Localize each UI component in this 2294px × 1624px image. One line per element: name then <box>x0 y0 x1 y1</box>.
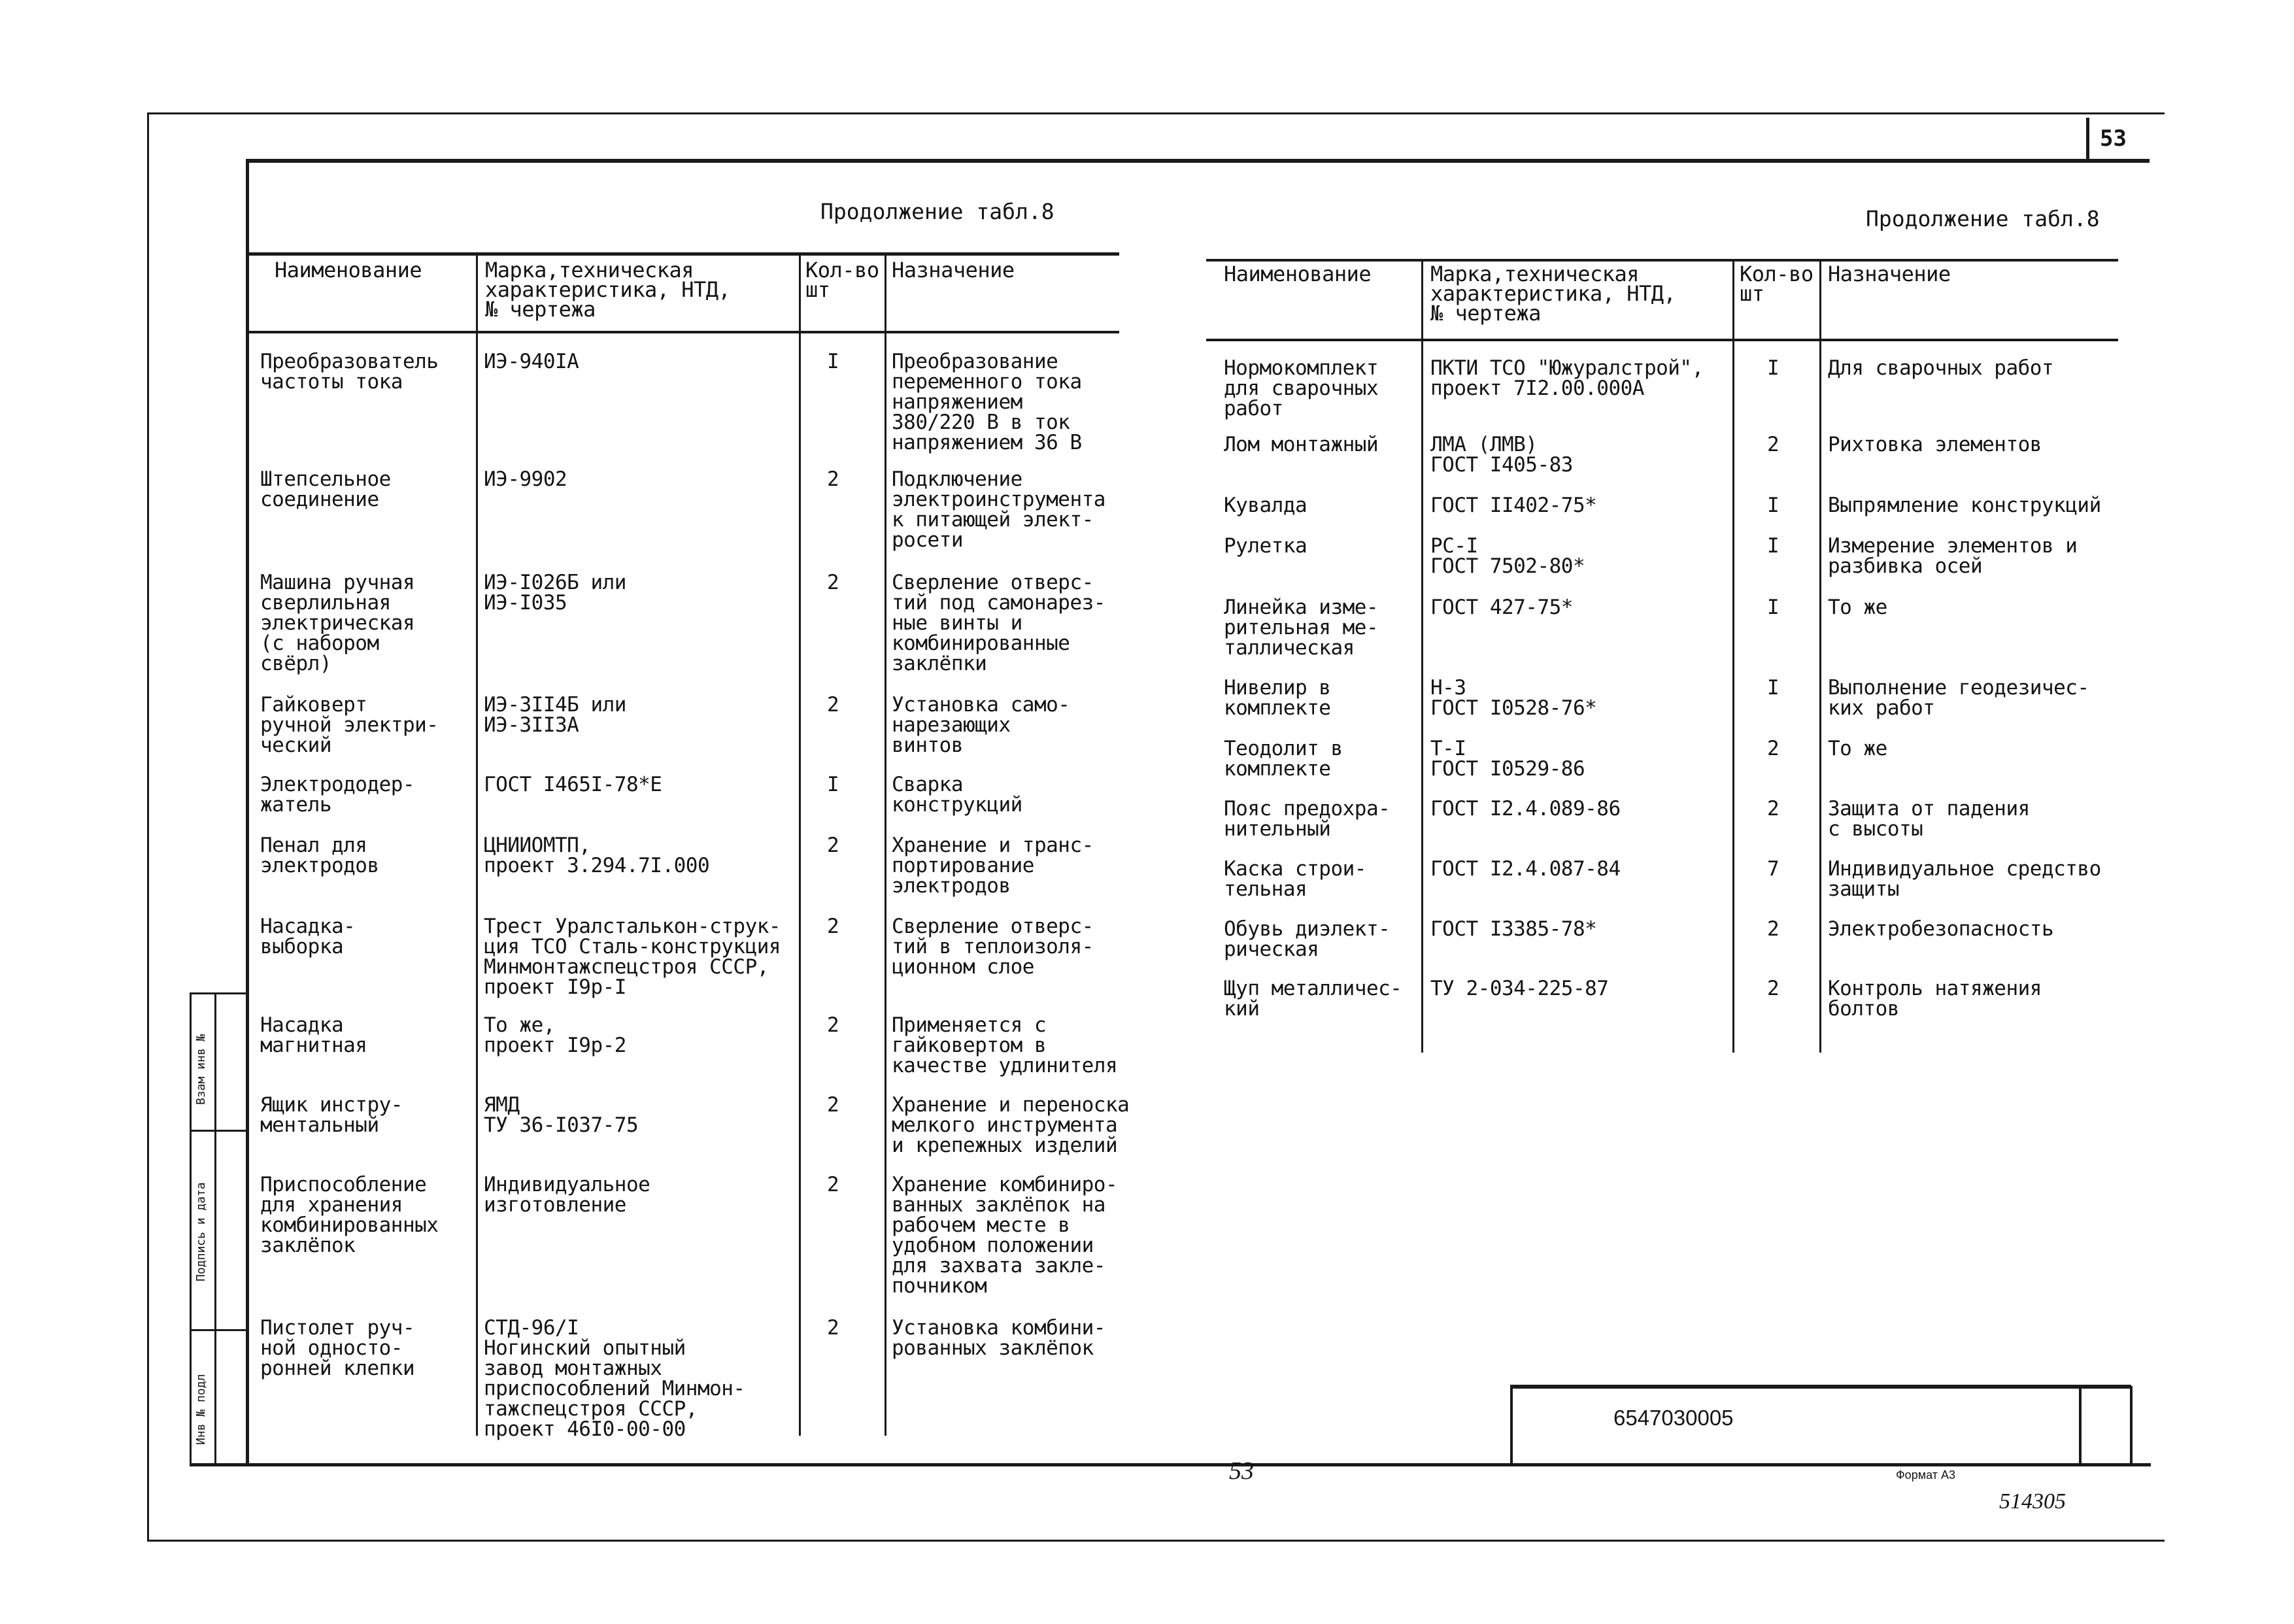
right-row-11-name: Щуп металличес- кий <box>1224 977 1402 1021</box>
left-header-purpose: Назначение <box>892 258 1015 282</box>
left-row-10-purpose: Хранение комбиниро- ванных заклёпок на рабочем месте в удобном положении для захвата закле- почником <box>892 1173 1118 1298</box>
right-row-6-mark: Н-3 ГОСТ I0528-76* <box>1430 676 1597 720</box>
left-row-10-qty: 2 <box>827 1173 839 1196</box>
bottom-page-number: 53 <box>1229 1457 1254 1485</box>
right-row-2-purpose: Рихтовка элементов <box>1828 433 2042 456</box>
right-row-3-qty: I <box>1767 494 1780 517</box>
left-row-2-name: Штепсельное соединение <box>260 467 391 511</box>
left-header-top <box>246 252 1119 256</box>
right-row-11-qty: 2 <box>1767 977 1780 1000</box>
left-row-7-purpose: Сверление отверс- тий в теплоизоля- ционном слое <box>892 915 1094 979</box>
right-header-purpose: Назначение <box>1828 262 1951 286</box>
page-number: 53 <box>2100 126 2127 152</box>
right-row-5-purpose: То же <box>1828 596 1887 619</box>
stamp-replaced-inv: Взам инв № <box>194 1034 208 1105</box>
left-row-5-mark: ГОСТ I465I-78*Е <box>484 773 662 796</box>
left-row-4-mark: ИЭ-3II4Б или ИЭ-3II3А <box>484 693 626 737</box>
right-row-8-name: Пояс предохра- нительный <box>1224 797 1391 841</box>
left-table-caption: Продолжение табл.8 <box>820 199 1054 224</box>
left-row-6-name: Пенал для электродов <box>260 834 379 877</box>
left-row-7-name: Насадка- выборка <box>260 915 356 958</box>
left-row-3-qty: 2 <box>827 571 839 594</box>
left-row-2-purpose: Подключение электроинструмента к питающей элект- росети <box>892 467 1105 552</box>
right-row-9-purpose: Индивидуальное средство защиты <box>1828 857 2101 901</box>
handwritten-note: 514305 <box>1999 1489 2066 1514</box>
left-row-3-mark: ИЭ-I026Б или ИЭ-I035 <box>484 571 626 615</box>
right-row-1-name: Нормокомплект для сварочных работ <box>1224 356 1379 420</box>
left-row-4-qty: 2 <box>827 693 839 717</box>
right-row-3-name: Кувалда <box>1224 494 1307 517</box>
right-row-5-name: Линейка изме- рительная ме- таллическая <box>1224 596 1379 660</box>
right-table-caption: Продолжение табл.8 <box>1866 206 2100 231</box>
right-row-9-name: Каска строи- тельная <box>1224 857 1366 901</box>
left-row-11-mark: СТД-96/I Ногинский опытный завод монтажных приспособлений Минмон- тажспецстроя СССР, проект 46I0-00-00 <box>484 1316 745 1441</box>
right-row-8-mark: ГОСТ I2.4.089-86 <box>1430 797 1621 820</box>
left-row-7-mark: Трест Уралсталькон-струк- ция ТСО Сталь-конструкция Минмонтажспецстроя СССР, проект I9р-I <box>484 915 781 999</box>
left-row-10-name: Приспособление для хранения комбинированных заклёпок <box>260 1173 439 1257</box>
left-row-5-purpose: Сварка конструкций <box>892 773 1022 817</box>
side-stamp-sep-1 <box>190 992 247 994</box>
right-header-bottom <box>1206 339 2118 341</box>
right-row-7-mark: Т-I ГОСТ I0529-86 <box>1430 737 1585 781</box>
left-row-6-qty: 2 <box>827 834 839 857</box>
right-row-9-mark: ГОСТ I2.4.087-84 <box>1430 857 1621 881</box>
left-row-6-mark: ЦНИИОМТП, проект 3.294.7I.000 <box>484 834 710 877</box>
left-row-5-name: Электрододер- жатель <box>260 773 415 817</box>
outer-frame-top <box>147 112 2165 114</box>
left-row-11-purpose: Установка комбини- рованных заклёпок <box>892 1316 1105 1360</box>
right-header-qty: Кол-во шт <box>1740 262 1813 306</box>
right-col-sep-0 <box>1421 260 1423 1053</box>
right-row-5-qty: I <box>1767 596 1780 619</box>
right-row-3-mark: ГОСТ II402-75* <box>1430 494 1597 517</box>
left-row-1-qty: I <box>827 350 839 373</box>
right-row-5-mark: ГОСТ 427-75* <box>1430 596 1573 619</box>
inner-frame-bottom <box>190 1463 2151 1466</box>
stamp-signature-date: Подпись и дата <box>194 1182 208 1281</box>
title-block-sheet-sep <box>2079 1385 2082 1464</box>
right-row-6-purpose: Выполнение геодезичес- ких работ <box>1828 676 2089 720</box>
left-row-10-mark: Индивидуальное изготовление <box>484 1173 650 1217</box>
right-row-10-mark: ГОСТ I3385-78* <box>1430 917 1597 941</box>
left-col-sep-3 <box>885 254 886 1436</box>
left-row-7-qty: 2 <box>827 915 839 938</box>
left-header-bottom <box>246 331 1119 333</box>
right-row-7-qty: 2 <box>1767 737 1780 760</box>
right-row-1-mark: ПКТИ ТСО "Южуралстрой", проект 7I2.00.000А <box>1430 356 1704 400</box>
right-row-2-mark: ЛМА (ЛМВ) ГОСТ I405-83 <box>1430 433 1573 477</box>
document-code: 6547030005 <box>1613 1406 1734 1430</box>
stamp-inv-original: Инв № подл <box>194 1374 208 1445</box>
left-row-8-mark: То же, проект I9р-2 <box>484 1013 626 1057</box>
right-row-4-qty: I <box>1767 534 1780 558</box>
left-row-4-name: Гайковерт ручной электри- ческий <box>260 693 439 757</box>
left-row-8-name: Насадка магнитная <box>260 1013 367 1057</box>
inner-frame-top <box>246 159 2150 163</box>
right-row-3-purpose: Выпрямление конструкций <box>1828 494 2101 517</box>
right-row-8-purpose: Защита от падения с высоты <box>1828 797 2030 841</box>
left-row-11-qty: 2 <box>827 1316 839 1340</box>
right-header-name: Наименование <box>1224 262 1372 286</box>
left-row-1-name: Преобразователь частоты тока <box>260 350 439 394</box>
left-row-4-purpose: Установка само- нарезающих винтов <box>892 693 1070 757</box>
left-row-9-purpose: Хранение и переноска мелкого инструмента и крепежных изделий <box>892 1093 1130 1157</box>
left-row-9-mark: ЯМД ТУ 36-I037-75 <box>484 1093 639 1137</box>
right-row-4-purpose: Измерение элементов и разбивка осей <box>1828 534 2078 578</box>
left-col-sep-1 <box>476 254 478 1436</box>
right-row-1-qty: I <box>1767 356 1780 380</box>
right-row-8-qty: 2 <box>1767 797 1780 820</box>
side-stamp-line-a <box>190 992 192 1464</box>
right-row-10-qty: 2 <box>1767 917 1780 941</box>
inner-frame-right <box>2130 1386 2133 1464</box>
right-header-mark: Марка,техническая характеристика, НТД, № чертежа <box>1430 262 1676 326</box>
left-row-3-purpose: Сверление отверс- тий под самонарез- ные винты и комбинированные заклёпки <box>892 571 1105 675</box>
left-row-2-mark: ИЭ-9902 <box>484 467 567 491</box>
left-row-9-name: Ящик инстру- ментальный <box>260 1093 403 1137</box>
page-number-box-left <box>2086 118 2089 161</box>
left-row-3-name: Машина ручная сверлильная электрическая (с набором свёрл) <box>260 571 415 675</box>
right-row-10-name: Обувь диэлект- рическая <box>1224 917 1391 961</box>
left-header-qty: Кол-во шт <box>805 258 879 302</box>
left-col-sep-2 <box>799 254 801 1436</box>
left-row-5-qty: I <box>827 773 839 796</box>
left-row-11-name: Пистолет руч- ной односто- ронней клепки <box>260 1316 415 1380</box>
left-row-8-purpose: Применяется с гайковертом в качестве удлинителя <box>892 1013 1118 1077</box>
inner-frame-left <box>246 159 249 1466</box>
title-block-left-line <box>1510 1385 1513 1464</box>
right-row-9-qty: 7 <box>1767 857 1780 881</box>
outer-frame-left <box>147 112 149 1541</box>
left-row-6-purpose: Хранение и транс- портирование электродов <box>892 834 1094 898</box>
side-stamp-sep-2 <box>190 1130 247 1132</box>
left-header-mark: Марка,техническая характеристика, НТД, № чертежа <box>485 258 731 322</box>
right-row-7-name: Теодолит в комплекте <box>1224 737 1343 781</box>
title-block-top-line <box>1510 1385 2131 1389</box>
right-row-11-purpose: Контроль натяжения болтов <box>1828 977 2042 1021</box>
right-row-11-mark: ТУ 2-034-225-87 <box>1430 977 1609 1000</box>
right-row-6-qty: I <box>1767 676 1780 700</box>
right-row-6-name: Нивелир в комплекте <box>1224 676 1331 720</box>
left-row-2-qty: 2 <box>827 467 839 491</box>
left-row-1-purpose: Преобразование переменного тока напряжением 380/220 В в ток напряжением 36 В <box>892 350 1082 454</box>
right-col-sep-2 <box>1819 260 1821 1053</box>
left-row-8-qty: 2 <box>827 1013 839 1037</box>
right-row-4-mark: РС-I ГОСТ 7502-80* <box>1430 534 1585 578</box>
left-row-1-mark: ИЭ-940IА <box>484 350 579 373</box>
right-row-7-purpose: То же <box>1828 737 1887 760</box>
side-stamp-sep-3 <box>190 1329 247 1331</box>
right-row-1-purpose: Для сварочных работ <box>1828 356 2054 380</box>
outer-frame-bottom <box>147 1540 2165 1542</box>
left-header-name: Наименование <box>275 258 422 282</box>
format-label: Формат А3 <box>1896 1468 1955 1481</box>
right-row-4-name: Рулетка <box>1224 534 1307 558</box>
side-stamp-line-b <box>214 992 216 1464</box>
left-row-9-qty: 2 <box>827 1093 839 1117</box>
right-row-2-qty: 2 <box>1767 433 1780 456</box>
right-col-sep-1 <box>1732 260 1734 1053</box>
right-row-2-name: Лом монтажный <box>1224 433 1379 456</box>
right-row-10-purpose: Электробезопасность <box>1828 917 2054 941</box>
